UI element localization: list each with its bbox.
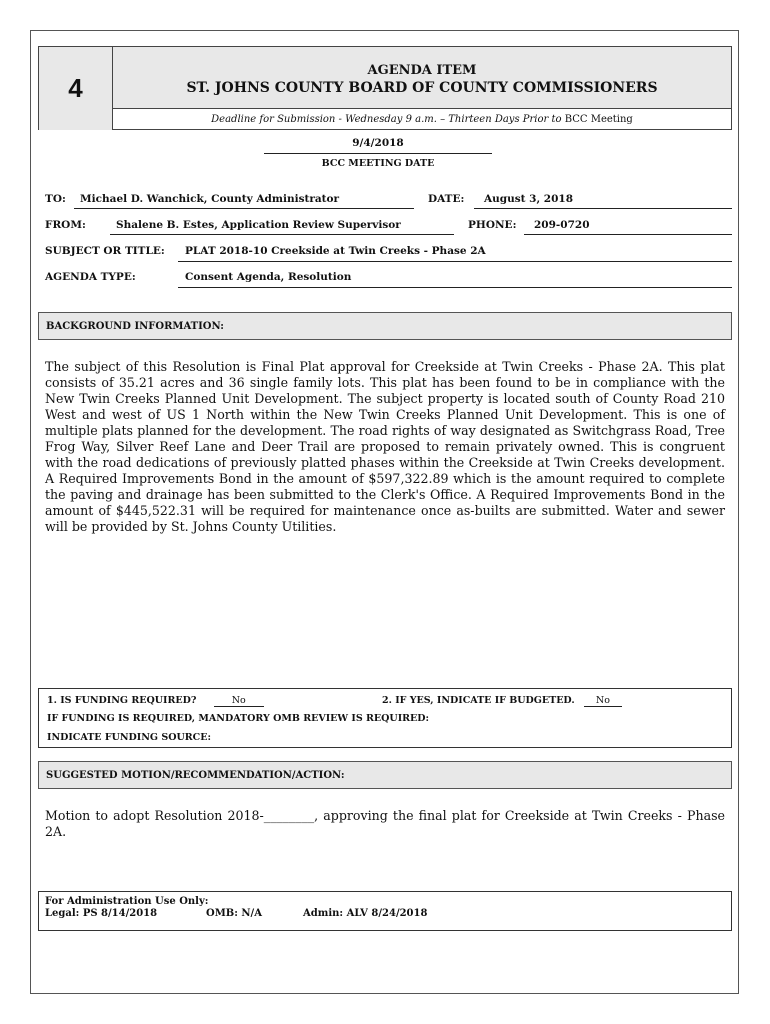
phone-value: 209-0720 bbox=[534, 219, 590, 231]
funding-question-2 bbox=[382, 695, 622, 707]
subject-label: SUBJECT OR TITLE: bbox=[45, 245, 165, 257]
agenda-header bbox=[38, 46, 732, 130]
admin-legal: Legal: PS 8/14/2018 bbox=[45, 908, 158, 919]
deadline-italic-text: Deadline for Submission - Wednesday 9 a.m. – Thirteen Days Prior to bbox=[211, 114, 562, 125]
to-underline bbox=[74, 208, 414, 209]
background-text: The subject of this Resolution is Final Plat approval for Creekside at Twin Creeks - Phase 2A. This plat consists of 35.21 acres and 36 single family lots. This plat has been found to be in compliance with the New Twin Creeks Planned Unit Development. The subject property is located south of County Road 210 West and west of US 1 North within the New Twin Creeks Planned Unit Development. This is one of multiple plats planned for the development. The road rights of way designated as Switchgrass Road, Tree Frog Way, Silver Reef Lane and Deer Trail are proposed to remain privately owned. This is congruent with the road dedications of previously platted phases within the Creekside at Twin Creeks development. A Required Improvements Bond in the amount of $597,322.89 which is the amount required to complete the paving and drainage has been submitted to the Clerk's Office. A Required Improvements Bond in the amount of $445,522.31 will be required for maintenance once as-builts are submitted. Water and sewer will be provided by St. Johns County Utilities. bbox=[45, 359, 725, 534]
omb-review-label: IF FUNDING IS REQUIRED, MANDATORY OMB REVIEW IS REQUIRED: bbox=[47, 713, 430, 724]
submission-deadline bbox=[113, 109, 731, 130]
budgeted-label: 2. IF YES, INDICATE IF BUDGETED. bbox=[382, 695, 575, 706]
header-title-line2: ST. JOHNS COUNTY BOARD OF COUNTY COMMISSIONERS bbox=[186, 80, 658, 96]
admin-approval: Admin: ALV 8/24/2018 bbox=[303, 908, 428, 919]
background-heading: BACKGROUND INFORMATION: bbox=[38, 312, 732, 340]
date-label: DATE: bbox=[428, 193, 465, 205]
funding-required-label: 1. IS FUNDING REQUIRED? bbox=[47, 695, 197, 706]
header-title-line1: AGENDA ITEM bbox=[367, 63, 477, 78]
agenda-type-underline bbox=[178, 287, 732, 288]
phone-label: PHONE: bbox=[468, 219, 517, 231]
funding-required-answer: No bbox=[214, 695, 264, 707]
agenda-item-number: 4 bbox=[39, 47, 113, 130]
budgeted-answer: No bbox=[584, 695, 622, 707]
admin-omb: OMB: N/A bbox=[206, 908, 262, 919]
agenda-type-label: AGENDA TYPE: bbox=[45, 271, 136, 283]
motion-heading: SUGGESTED MOTION/RECOMMENDATION/ACTION: bbox=[38, 761, 732, 789]
admin-heading: For Administration Use Only: bbox=[45, 896, 209, 907]
phone-underline bbox=[524, 234, 732, 235]
subject-underline bbox=[178, 261, 732, 262]
agenda-type-value: Consent Agenda, Resolution bbox=[185, 271, 352, 283]
date-underline bbox=[474, 208, 732, 209]
from-value: Shalene B. Estes, Application Review Supervisor bbox=[116, 219, 401, 231]
deadline-plain-text: BCC Meeting bbox=[564, 114, 633, 125]
funding-question-1 bbox=[47, 695, 264, 707]
admin-use-box bbox=[38, 891, 732, 931]
to-label: TO: bbox=[45, 193, 66, 205]
meeting-date-value: 9/4/2018 bbox=[264, 137, 492, 154]
header-title-block bbox=[113, 47, 731, 109]
from-label: FROM: bbox=[45, 219, 86, 231]
meeting-date-label: BCC MEETING DATE bbox=[321, 158, 435, 169]
from-underline bbox=[110, 234, 454, 235]
funding-source-label: INDICATE FUNDING SOURCE: bbox=[47, 732, 211, 743]
date-value: August 3, 2018 bbox=[484, 193, 574, 205]
to-value: Michael D. Wanchick, County Administrator bbox=[80, 193, 340, 205]
subject-value: PLAT 2018-10 Creekside at Twin Creeks - Phase 2A bbox=[185, 245, 486, 257]
funding-box bbox=[38, 688, 732, 748]
motion-text: Motion to adopt Resolution 2018-________, approving the final plat for Creekside at Twin Creeks - Phase 2A. bbox=[45, 808, 725, 839]
bcc-meeting-date bbox=[264, 137, 492, 169]
